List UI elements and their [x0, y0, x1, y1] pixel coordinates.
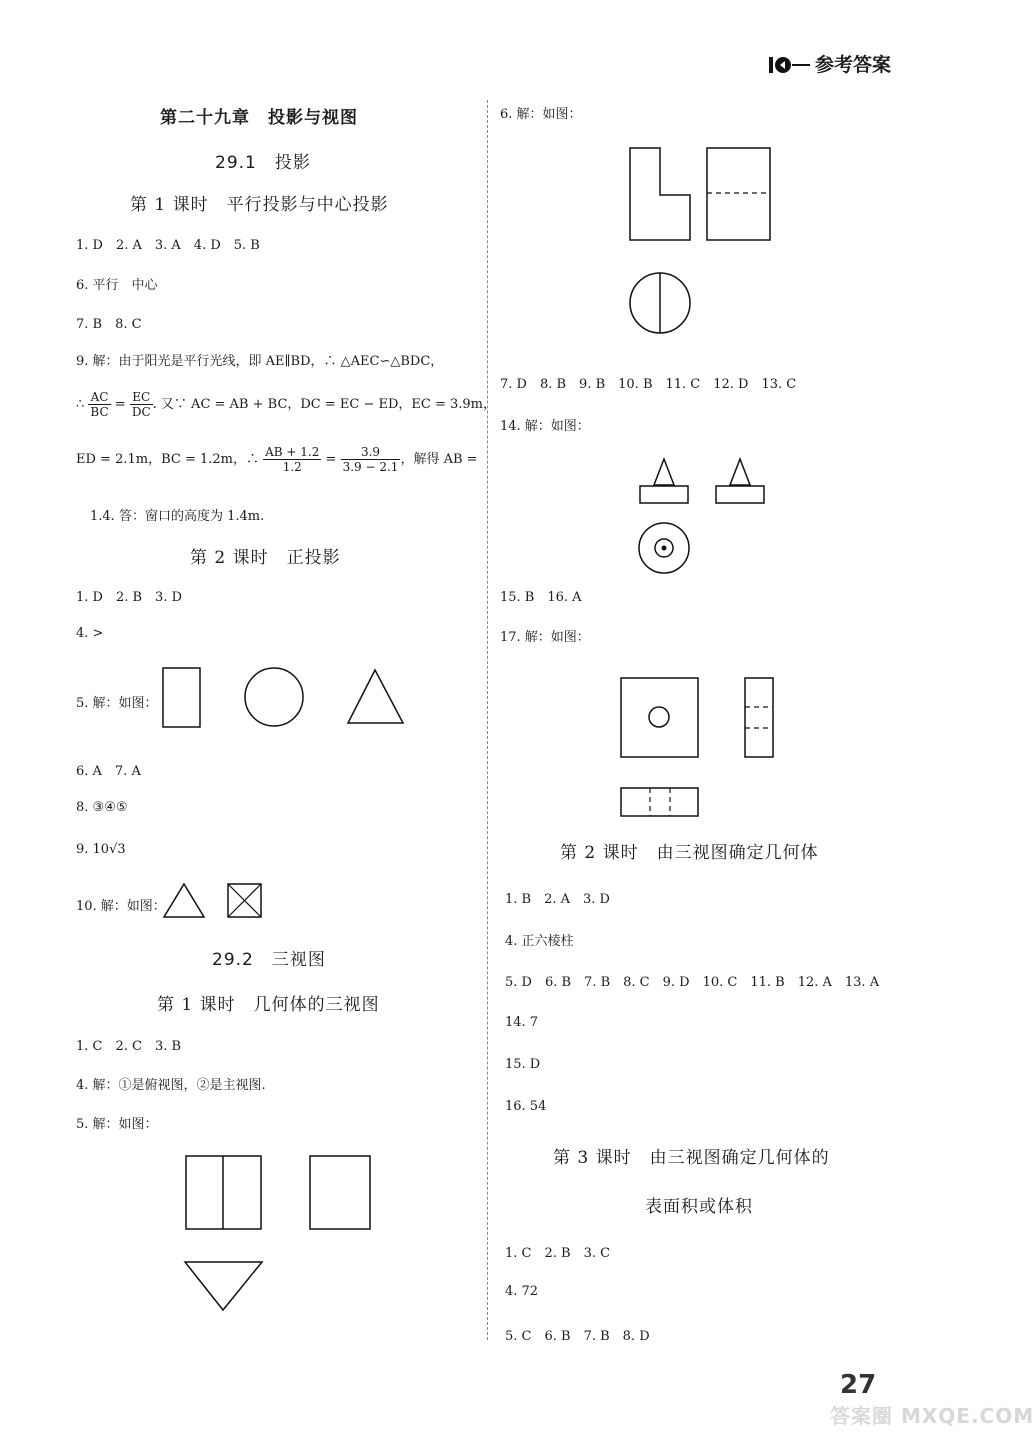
figure-q10-views — [160, 881, 270, 921]
answer-line: 4. 72 — [505, 1284, 539, 1299]
answer-line: 6. A 7. A — [76, 764, 141, 779]
column-divider — [487, 100, 488, 1340]
answer-line: 14. 7 — [505, 1015, 539, 1030]
answer-line: 15. B 16. A — [500, 590, 582, 605]
lesson-title: 第 2 课时 由三视图确定几何体 — [560, 843, 819, 863]
chapter-title: 第二十九章 投影与视图 — [160, 108, 358, 128]
lesson-title: 表面积或体积 — [645, 1197, 753, 1217]
answer-line: 17. 解：如图： — [500, 630, 590, 645]
answer-line: 4. 解：①是俯视图，②是主视图. — [76, 1078, 266, 1093]
answer-line: 15. D — [505, 1057, 541, 1072]
answer-line: 4. 正六棱柱 — [505, 934, 574, 949]
figure-q6-views — [625, 145, 775, 345]
answer-line: ∴ $\frac{AC}{BC}$ = $\frac{EC}{DC}$ . 又∵ AC = AB + BC，DC = EC − ED，EC = 3.9m， — [76, 390, 497, 419]
fraction: $\frac{3.9}{3.9 - 2.1}$ — [342, 445, 399, 474]
answer-line: 16. 54 — [505, 1099, 547, 1114]
answer-line: ED = 2.1m，BC = 1.2m，∴ $\frac{AB + 1.2}{1.2}$ = $\frac{3.9}{3.9 - 2.1}$ ，解得 AB = — [76, 445, 478, 474]
figure-q17-views — [618, 675, 788, 820]
page-number: 27 — [840, 1370, 877, 1400]
answer-line: 6. 平行 中心 — [76, 278, 158, 293]
lesson-title: 第 2 课时 正投影 — [190, 548, 341, 568]
answer-line: 9. 解：由于阳光是平行光线，即 AE∥BD，∴ △AEC∽△BDC， — [76, 354, 444, 369]
header-title: 参考答案 — [815, 54, 892, 76]
logo-icon — [768, 54, 812, 76]
lesson-title: 第 3 课时 由三视图确定几何体的 — [553, 1148, 830, 1168]
lesson-title: 第 1 课时 几何体的三视图 — [157, 995, 380, 1015]
answer-line: 9. 10√3 — [76, 842, 126, 857]
answer-line: 1. D 2. A 3. A 4. D 5. B — [76, 238, 260, 253]
answer-line: 1. D 2. B 3. D — [76, 590, 183, 605]
fraction: $\frac{EC}{DC}$ — [131, 390, 151, 419]
answer-line: 6. 解：如图： — [500, 107, 582, 122]
fraction: $\frac{AB + 1.2}{1.2}$ — [265, 445, 320, 474]
lesson-title: 第 1 课时 平行投影与中心投影 — [130, 195, 389, 215]
answer-line: 1. C 2. C 3. B — [76, 1039, 182, 1054]
answer-line: 7. B 8. C — [76, 317, 142, 332]
answer-line: 10. 解：如图： — [76, 899, 166, 914]
answer-line: 8. ③④⑤ — [76, 800, 128, 815]
figure-29-2-q5-views — [180, 1150, 380, 1315]
answer-line: 1.4. 答：窗口的高度为 1.4m. — [90, 509, 265, 524]
figure-q5-projections — [160, 665, 410, 730]
answer-line: 5. 解：如图： — [76, 1117, 158, 1132]
fraction: $\frac{AC}{BC}$ — [90, 390, 109, 419]
figure-q14-views — [630, 455, 770, 585]
section-title-29-2: 29.2 三视图 — [212, 950, 326, 970]
answer-line: 1. C 2. B 3. C — [505, 1246, 611, 1261]
watermark: 答案圈 MXQE.COM — [830, 1404, 1034, 1428]
answer-line: 4. > — [76, 626, 104, 641]
answer-line: 5. D 6. B 7. B 8. C 9. D 10. C 11. B 12. A 13. A — [505, 975, 880, 990]
answer-line: 7. D 8. B 9. B 10. B 11. C 12. D 13. C — [500, 377, 797, 392]
answer-line: 1. B 2. A 3. D — [505, 892, 610, 907]
answer-line: 5. 解：如图： — [76, 696, 158, 711]
answer-line: 5. C 6. B 7. B 8. D — [505, 1329, 650, 1344]
answer-line: 14. 解：如图： — [500, 419, 590, 434]
section-title-29-1: 29.1 投影 — [215, 153, 311, 173]
